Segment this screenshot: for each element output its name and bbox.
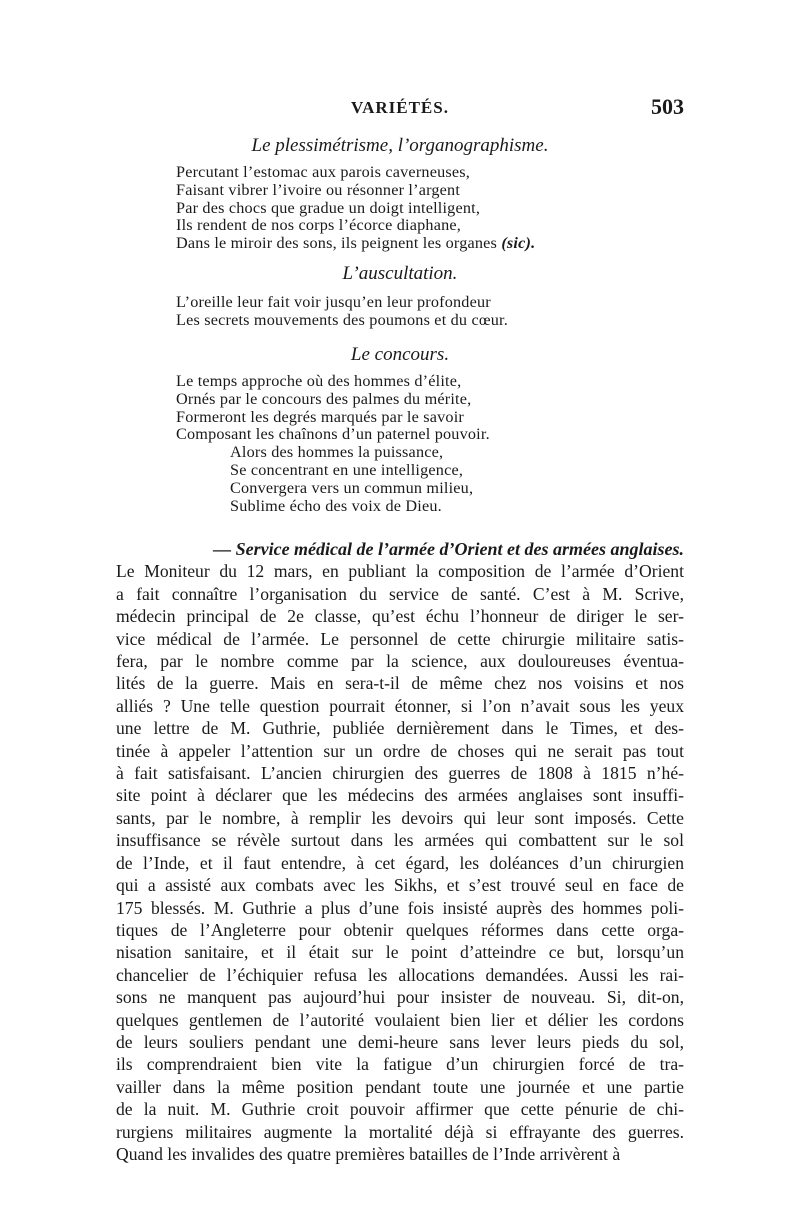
verse-line: Percutant l’estomac aux parois caverneuses, bbox=[176, 163, 471, 181]
verse-text: Dans le miroir des sons, ils peignent les organes bbox=[176, 234, 498, 253]
article-line: vailler dans la même position pendant toute une journée et une partie bbox=[116, 1076, 684, 1097]
article-line: a fait connaître l’organisation du service de santé. C’est à M. Scrive, bbox=[116, 583, 684, 604]
article-line: de l’Inde, et il faut entendre, à cet égard, les doléances d’un chirurgien bbox=[116, 852, 684, 873]
article-line: sants, par le nombre, à remplir les devoirs qui leur sont imposés. Cette bbox=[116, 807, 684, 828]
stanza-concours bbox=[176, 373, 656, 515]
article-line: fera, par le nombre comme par la science, aux douloureuses éventua- bbox=[116, 651, 684, 672]
article-line: à fait satisfaisant. L’ancien chirurgien des guerres de 1808 à 1815 n’hé- bbox=[116, 763, 684, 784]
verse-line: Composant les chaînons d’un paternel pouvoir. bbox=[176, 425, 490, 444]
article-line: 175 blessés. M. Guthrie a plus d’une fois insisté auprès des hommes poli- bbox=[116, 897, 684, 918]
poem-title-concours: Le concours. bbox=[350, 344, 450, 365]
article-line: de leurs souliers pendant une demi-heure sans lever leurs pieds du sol, bbox=[116, 1031, 684, 1052]
article-line: nisation sanitaire, et il était sur le point d’atteindre ce but, lorsqu’un bbox=[116, 942, 684, 963]
article-line: ils comprendraient bien vite la fatigue d’un chirurgien forcé de tra- bbox=[116, 1054, 684, 1075]
article-line: vice médical de l’armée. Le personnel de cette chirurgie militaire satis- bbox=[116, 628, 684, 649]
article-line: site point à déclarer que les médecins des armées anglaises sont insuffi- bbox=[116, 785, 684, 806]
running-title: VARIÉTÉS. bbox=[351, 98, 449, 117]
verse-line-indented: Alors des hommes la puissance, bbox=[230, 443, 444, 462]
sic-annotation: (sic). bbox=[501, 234, 536, 253]
verse-line-indented: Se concentrant en une intelligence, bbox=[230, 460, 464, 479]
page-header bbox=[116, 94, 684, 128]
article-heading: — Service médical de l’armée d’Orient et des armées anglaises. bbox=[213, 539, 684, 559]
article-line: tinée à appeler l’attention sur un ordre de choses qui ne serait pas tout bbox=[116, 740, 684, 761]
verse-line: Faisant vibrer l’ivoire ou résonner l’argent bbox=[176, 180, 461, 199]
article-line: Le Moniteur du 12 mars, en publiant la composition de l’armée d’Orient bbox=[116, 561, 684, 582]
verse-line-indented: Sublime écho des voix de Dieu. bbox=[230, 496, 442, 515]
stanza-auscultation bbox=[176, 294, 656, 330]
article-line: de la nuit. M. Guthrie croit pouvoir affirmer que cette pénurie de chi- bbox=[116, 1099, 684, 1120]
article-line: chancelier de l’échiquier refusa les allocations demandées. Aussi les rai- bbox=[116, 964, 684, 985]
verse-line bbox=[176, 235, 656, 253]
article-service-medical bbox=[116, 538, 684, 1165]
page-number: 503 bbox=[651, 94, 684, 119]
article-line: tiques de l’Angleterre pour obtenir quelques réformes dans cette orga- bbox=[116, 919, 684, 940]
verse-line: L’oreille leur fait voir jusqu’en leur profondeur bbox=[176, 293, 491, 311]
article-line: qui a assisté aux combats avec les Sikhs, et s’est trouvé seul en face de bbox=[116, 875, 684, 896]
verse-line: Par des chocs que gradue un doigt intelligent, bbox=[176, 198, 481, 217]
poem-title-auscultation: L’auscultation. bbox=[342, 263, 458, 284]
article-line: une lettre de M. Guthrie, publiée dernièrement dans le Times, et des- bbox=[116, 718, 684, 739]
verse-line-indented: Convergera vers un commun milieu, bbox=[230, 478, 474, 497]
poem-title-plessimetrisme: Le plessimétrisme, l’organographisme. bbox=[251, 135, 549, 156]
article-line: sons ne manquent pas aujourd’hui pour insister de nouveau. Si, dit-on, bbox=[116, 987, 684, 1008]
stanza-plessimetrisme bbox=[176, 164, 656, 253]
verse-line: Ornés par le concours des palmes du mérite, bbox=[176, 389, 472, 408]
verse-line: Les secrets mouvements des poumons et du cœur. bbox=[176, 310, 508, 329]
article-line: insuffisance se révèle surtout dans les armées qui combattent sur le sol bbox=[116, 830, 684, 851]
article-line: rurgiens militaires augmente la mortalité déjà si effrayante des guerres. bbox=[116, 1121, 684, 1142]
article-line: quelques gentlemen de l’autorité voulaient bien lier et délier les cordons bbox=[116, 1009, 684, 1030]
article-line: médecin principal de 2e classe, qu’est échu l’honneur de diriger le ser- bbox=[116, 606, 684, 627]
article-line: lités de la guerre. Mais en sera-t-il de même chez nos voisins et nos bbox=[116, 673, 684, 694]
article-line: alliés ? Une telle question pourrait étonner, si l’on n’avait sous les yeux bbox=[116, 695, 684, 716]
verse-line: Le temps approche où des hommes d’élite, bbox=[176, 372, 462, 390]
verse-line: Formeront les degrés marqués par le savoir bbox=[176, 407, 464, 426]
article-line: Quand les invalides des quatre premières batailles de l’Inde arrivèrent à bbox=[116, 1143, 621, 1164]
verse-line: Ils rendent de nos corps l’écorce diaphane, bbox=[176, 216, 462, 235]
